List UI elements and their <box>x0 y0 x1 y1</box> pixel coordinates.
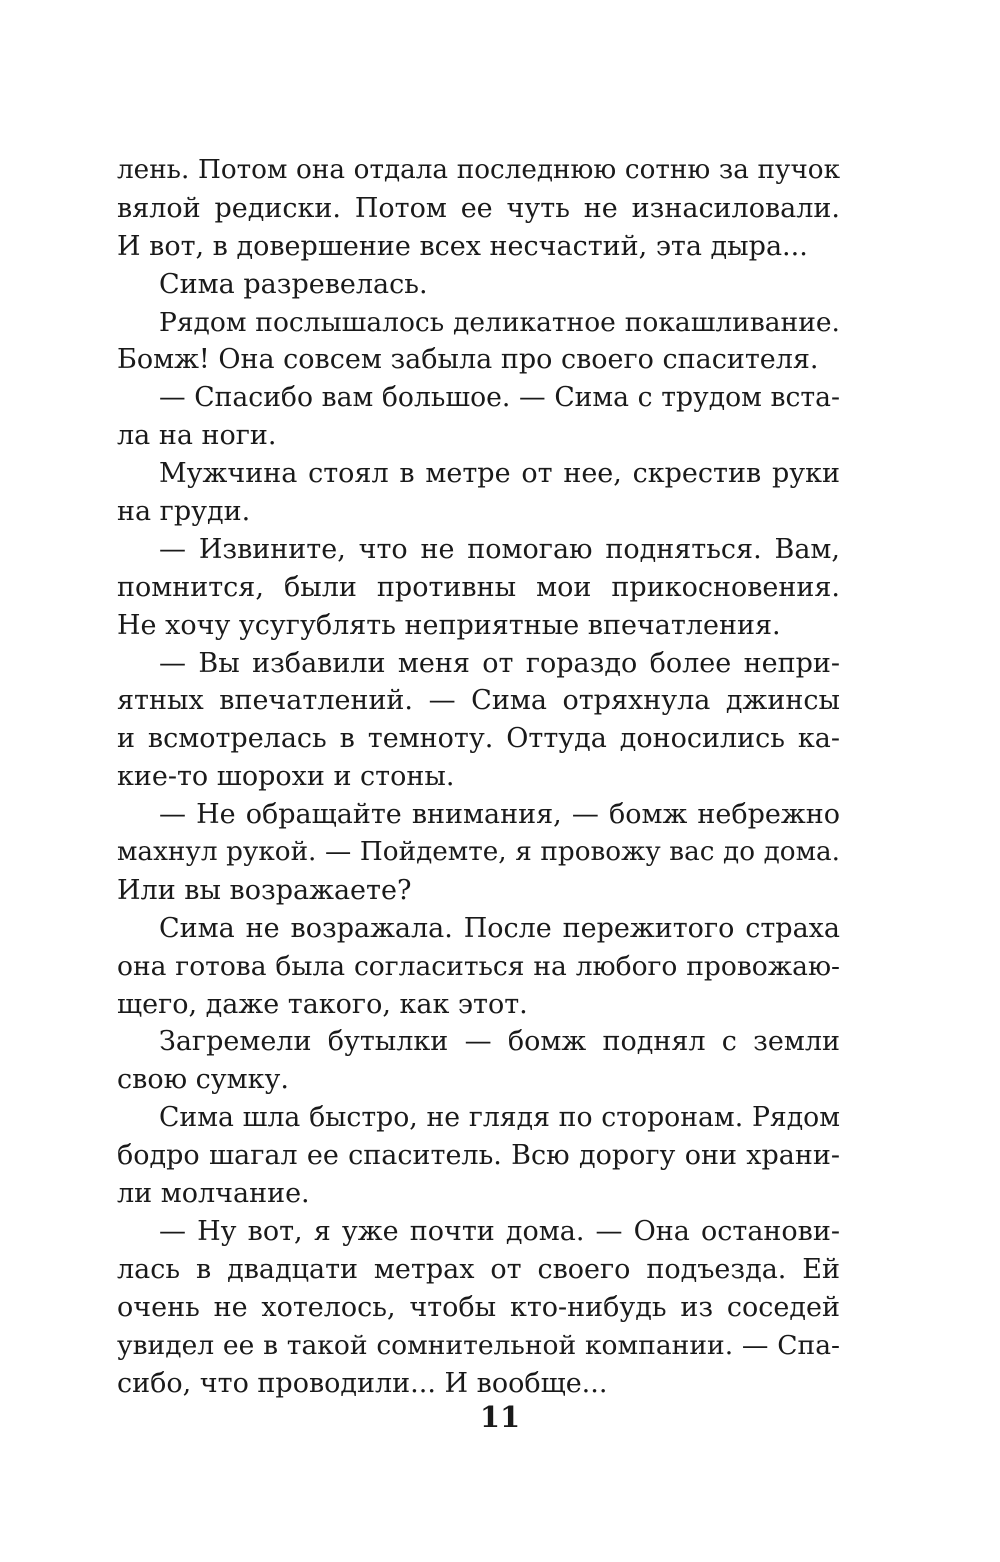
text-line: — Ну вот, я уже почти дома. — Она останови- <box>159 1215 840 1247</box>
page-number: 11 <box>479 1400 521 1434</box>
text-line: Сима шла быстро, не глядя по сторонам. Рядом <box>159 1102 840 1134</box>
text-line: Сима не возражала. После пережитого страха <box>159 912 840 944</box>
text-line: кие-то шорохи и стоны. <box>117 761 455 793</box>
text-line: ла на ноги. <box>117 420 277 452</box>
text-line: на груди. <box>117 496 251 528</box>
text-line: очень не хотелось, чтобы кто-нибудь из соседей <box>117 1291 840 1323</box>
text-line: — Спасибо вам большое. — Сима с трудом вста- <box>159 382 840 414</box>
text-line: ятных впечатлений. — Сима отряхнула джинсы <box>117 685 840 717</box>
text-line: помнится, были противны мои прикосновения. <box>117 571 840 603</box>
text-line: лась в двадцати метрах от своего подъезда. Ей <box>117 1253 840 1285</box>
text-line: Загремели бутылки — бомж поднял с земли <box>159 1026 840 1058</box>
text-line: бодро шагал ее спаситель. Всю дорогу они храни- <box>117 1140 840 1172</box>
text-line: Не хочу усугублять неприятные впечатления. <box>117 609 781 641</box>
text-line: махнул рукой. — Пойдемте, я провожу вас до дома. <box>117 837 840 868</box>
text-line: — Не обращайте внимания, — бомж небрежно <box>159 799 840 831</box>
text-line: она готова была согласиться на любого провожаю- <box>117 950 840 982</box>
text-line: щего, даже такого, как этот. <box>117 988 528 1020</box>
text-line: свою сумку. <box>117 1064 290 1096</box>
text-line: вялой редиски. Потом ее чуть не изнасиловали. <box>117 192 840 224</box>
text-line: сибо, что проводили... И вообще... <box>117 1367 608 1399</box>
text-line: лень. Потом она отдала последнюю сотню за пучок <box>117 155 840 185</box>
text-line: И вот, в довершение всех несчастий, эта дыра... <box>117 230 808 262</box>
text-line: — Извините, что не помогаю подняться. Вам, <box>159 533 840 565</box>
text-line: и всмотрелась в темноту. Оттуда доносились ка- <box>117 723 840 755</box>
body-text <box>117 152 840 1402</box>
text-line: Или вы возражаете? <box>117 874 412 906</box>
text-line: Бомж! Она совсем забыла про своего спасителя. <box>117 344 819 376</box>
text-line: Рядом послышалось деликатное покашливание. <box>159 306 840 338</box>
text-line: Мужчина стоял в метре от нее, скрестив руки <box>159 458 840 490</box>
text-line: ли молчание. <box>117 1178 310 1210</box>
text-line: — Вы избавили меня от гораздо более непри- <box>159 647 840 679</box>
text-line: Сима разревелась. <box>159 268 428 300</box>
text-line: увидел ее в такой сомнительной компании. — Спа- <box>117 1329 840 1361</box>
